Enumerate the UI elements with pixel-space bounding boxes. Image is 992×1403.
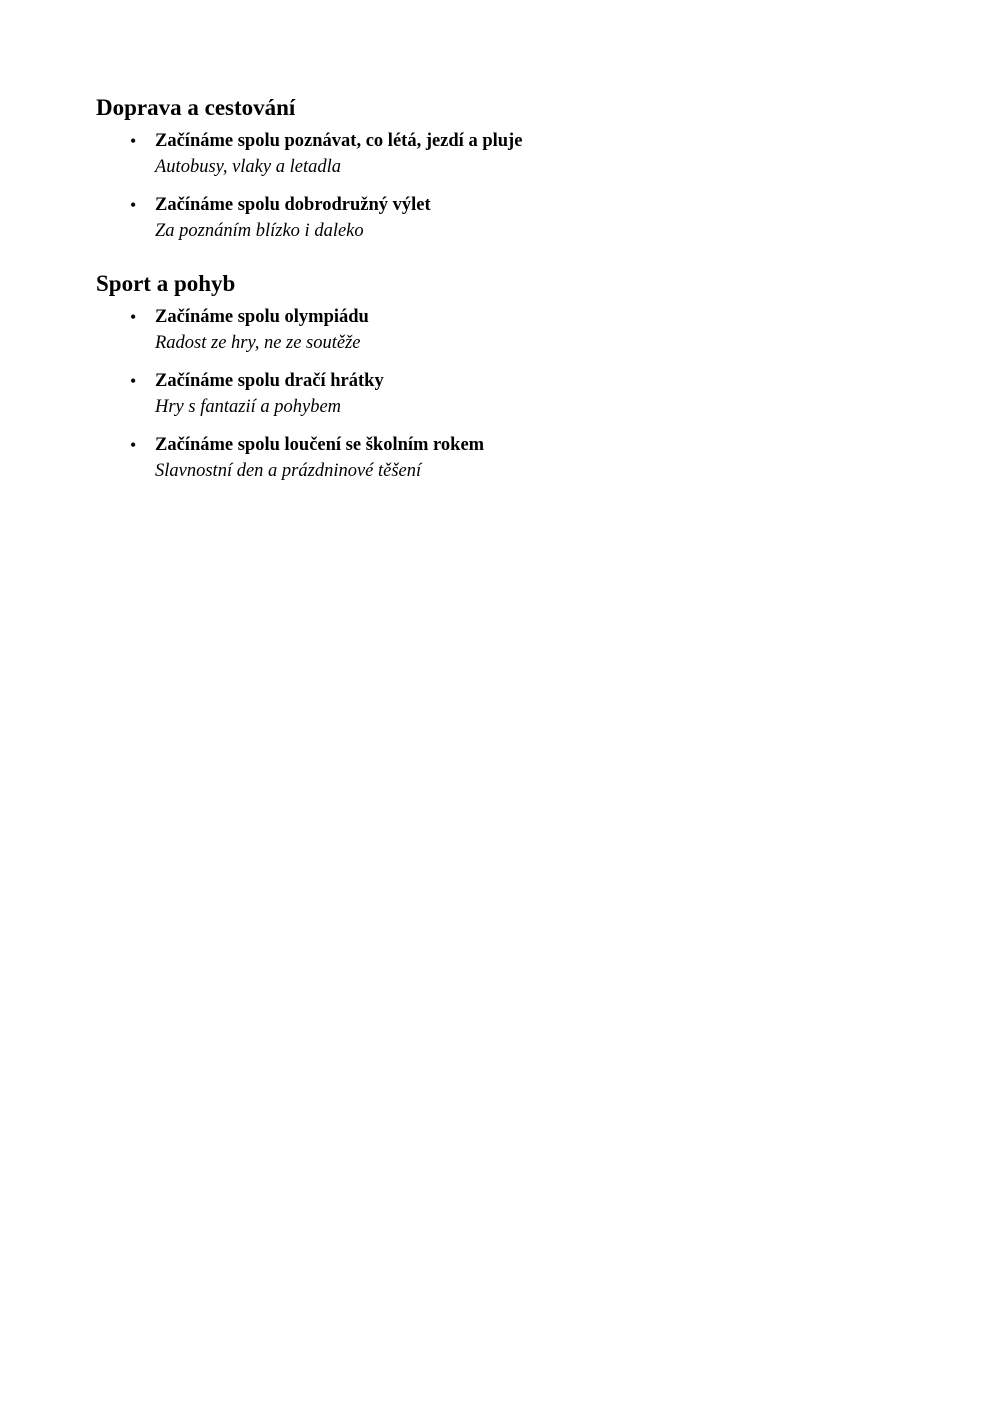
- item-title: Začínáme spolu loučení se školním rokem: [155, 435, 485, 455]
- section-doprava: [96, 94, 896, 244]
- bullet-list: [96, 304, 896, 484]
- item-subtitle: Autobusy, vlaky a letadla: [155, 157, 341, 177]
- bullet-list: [96, 128, 896, 244]
- bullet-icon: •: [130, 195, 137, 215]
- item-subtitle: Slavnostní den a prázdninové těšení: [155, 461, 422, 481]
- bullet-icon: •: [130, 307, 137, 327]
- list-item: [96, 128, 896, 180]
- bullet-icon: •: [130, 131, 137, 151]
- list-item: [96, 368, 896, 420]
- bullet-icon: •: [130, 371, 137, 391]
- item-subtitle: Radost ze hry, ne ze soutěže: [155, 333, 361, 353]
- section-sport: [96, 270, 896, 484]
- item-title: Začínáme spolu olympiádu: [155, 307, 369, 327]
- bullet-icon: •: [130, 435, 137, 455]
- document-page: [96, 94, 896, 510]
- list-item: [96, 192, 896, 244]
- item-title: Začínáme spolu dobrodružný výlet: [155, 195, 431, 215]
- section-heading: Sport a pohyb: [96, 271, 236, 296]
- item-subtitle: Hry s fantazií a pohybem: [155, 397, 342, 417]
- item-subtitle: Za poznáním blízko i daleko: [155, 221, 364, 241]
- list-item: [96, 432, 896, 484]
- section-heading: Doprava a cestování: [96, 95, 296, 120]
- list-item: [96, 304, 896, 356]
- item-title: Začínáme spolu dračí hrátky: [155, 371, 384, 391]
- item-title: Začínáme spolu poznávat, co létá, jezdí a pluje: [155, 131, 523, 151]
